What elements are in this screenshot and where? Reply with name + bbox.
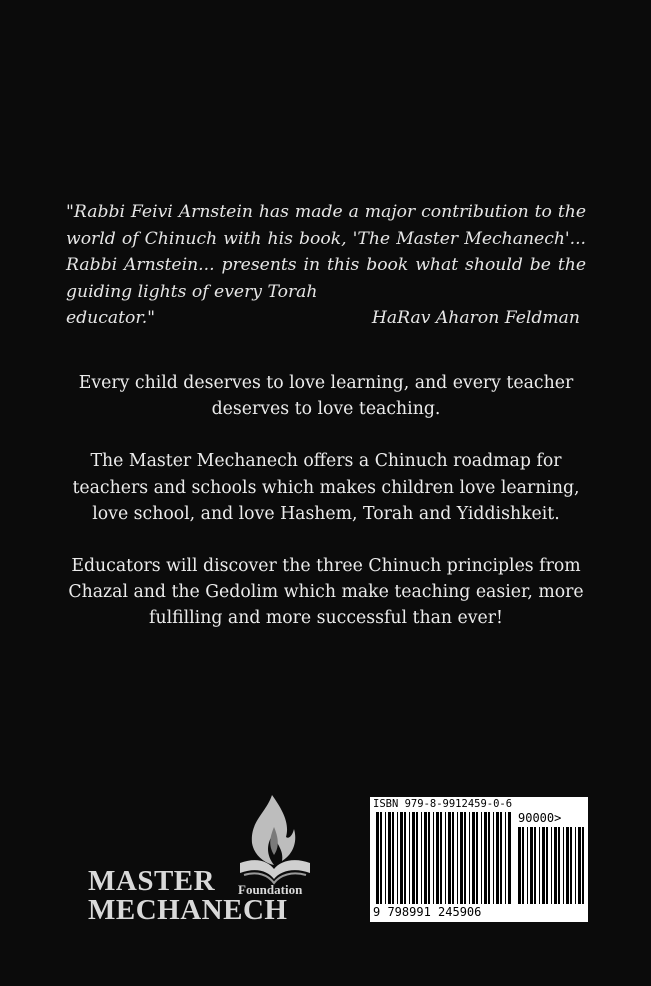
endorsement-quote <box>66 199 586 332</box>
price-code: 90000> <box>518 811 562 825</box>
logo-line-1: MASTER <box>88 865 216 897</box>
blurb-paragraph-1: Every child deserves to love learning, and every teacher deserves to love teaching. <box>78 373 574 420</box>
book-blurb <box>40 370 612 658</box>
quote-end: educator." <box>66 308 156 328</box>
publisher-logo <box>88 793 328 933</box>
blurb-paragraph-3: Educators will discover the three Chinuch principles from Chazal and the Gedolim which make teaching easier, more fulfilling and more successful than ever! <box>68 556 584 629</box>
flame-book-icon <box>236 793 314 885</box>
logo-foundation: Foundation <box>238 882 303 897</box>
isbn-text: ISBN 979-8-9912459-0-6 <box>373 798 513 810</box>
quote-text: "Rabbi Feivi Arnstein has made a major contribution to the world of Chinuch with his book, 'The Master Mechanech'... Rabbi Arnstein... presents in this book what should be the guiding lights of every Torah <box>66 202 586 302</box>
isbn-barcode <box>370 797 588 922</box>
barcode-number: 9 798991 245906 <box>373 905 482 919</box>
barcode-bars <box>370 797 588 922</box>
blurb-paragraph-2: The Master Mechanech offers a Chinuch roadmap for teachers and schools which makes children love learning, love school, and love Hashem, Torah and Yiddishkeit. <box>72 451 580 524</box>
quote-last-line <box>66 305 586 332</box>
logo-line-2: MECHANECH <box>88 894 288 926</box>
quote-attribution: HaRav Aharon Feldman <box>371 308 580 328</box>
